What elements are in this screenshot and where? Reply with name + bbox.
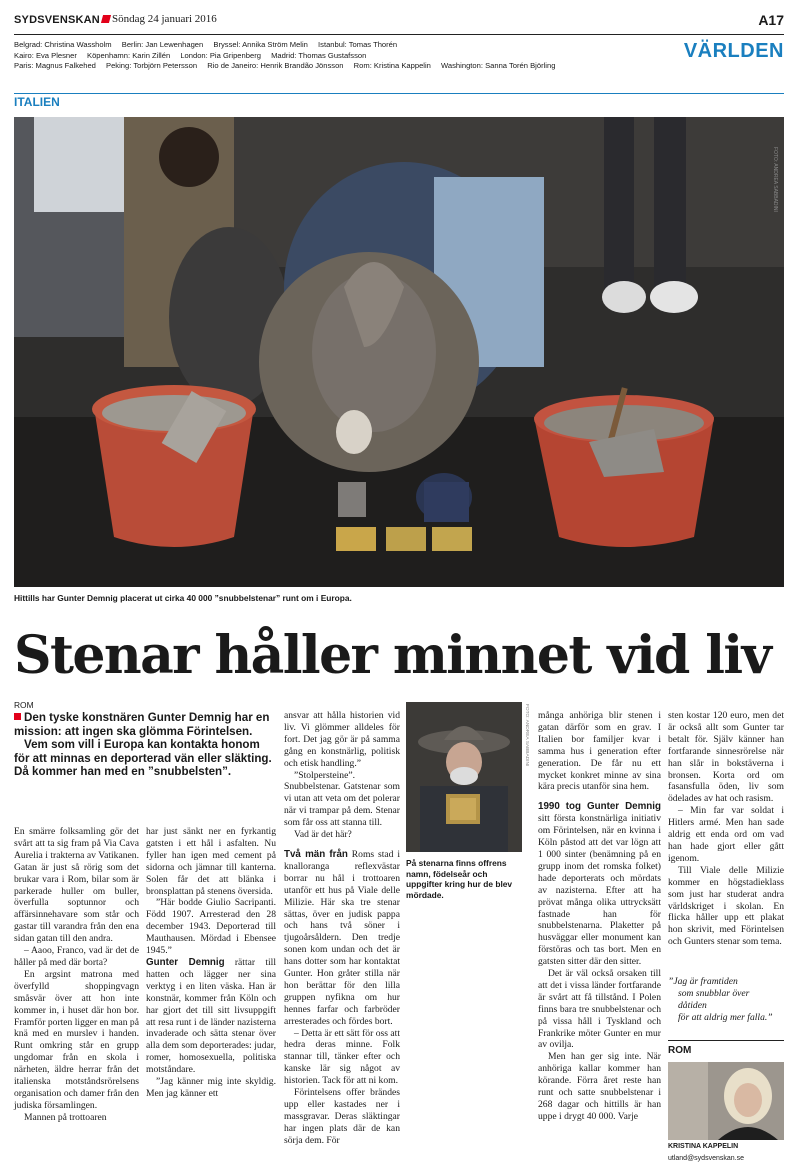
body-paragraph: Men han ger sig inte. När anhöriga kallar kommer han körande. Förra året reste han runt och satte snubbelstenar i 268 dagar och hittills är han uppe i drygt 40 000. Varje bbox=[538, 1051, 661, 1122]
body-paragraph bbox=[538, 801, 661, 968]
correspondent: Paris: Magnus Falkehed bbox=[14, 61, 96, 71]
body-paragraph: En argsint matrona med överfylld shoppingvagn småsvär över att hon inte kommer in, i huset där hon bor. Framför porten ligger en man på knä med en murslev i handen. Runt omkring står en grupp ungdomar från en skola i närheten, äldre herrar från det italienska motståndsrörelsens organisation och damer från den judiska församlingen. bbox=[14, 968, 139, 1111]
correspondent: Belgrad: Christina Wassholm bbox=[14, 40, 112, 49]
article-column-2 bbox=[146, 826, 276, 1100]
correspondent: Madrid: Thomas Gustafsson bbox=[271, 50, 367, 60]
body-paragraph: sten kostar 120 euro, men det är också allt som Gunter tar betalt för. Själv känner han fortfarande sinnesrörelse när han slår in bokstäverna i bronsen. Korta ord om fasansfulla öden, liv som ödelades av hat och rasism. bbox=[668, 710, 784, 805]
ingress-text: Den tyske konstnären Gunter Demnig har en mission: att ingen ska glömma Förintelsen. bbox=[14, 711, 270, 738]
correspondent: London: Pia Gripenberg bbox=[180, 50, 261, 60]
header-divider bbox=[14, 34, 784, 35]
body-paragraph: Vad är det här? bbox=[294, 829, 352, 841]
pull-quote-line: för att aldrig mer falla.” bbox=[678, 1011, 773, 1023]
ingress-paragraph: Vem som vill i Europa kan kontakta honom för att minnas en deporterad vän eller släkting. Då kommer han med en ”snubbelsten”. bbox=[14, 738, 272, 779]
body-paragraph: – Aaoo, Franco, vad är det de håller på med där borta? bbox=[14, 945, 139, 968]
section-title[interactable]: VÄRLDEN bbox=[683, 40, 784, 62]
body-paragraph: ”Här bodde Giulio Sacripanti. Född 1907. Arresterad den 28 december 1943. Deporterad till Mauthausen. Mördad i Ebensee 1945.” bbox=[146, 897, 276, 957]
page-number: A17 bbox=[758, 12, 784, 28]
inset-photo-caption: På stenarna finns offrens namn, födelseår och uppgifter kring hur de blev mördade. bbox=[406, 858, 513, 900]
byline-divider bbox=[668, 1040, 784, 1041]
paragraph-lead: Två män från bbox=[284, 848, 348, 860]
brand-logo[interactable] bbox=[14, 14, 110, 26]
byline-avatar bbox=[668, 1062, 784, 1140]
article-column-3 bbox=[284, 710, 400, 1147]
correspondent: Rio de Janeiro: Henrik Brandão Jönsson bbox=[207, 61, 344, 71]
correspondents-row bbox=[14, 40, 574, 51]
byline-location: ROM bbox=[668, 1045, 692, 1056]
correspondent: Peking: Torbjörn Petersson bbox=[106, 61, 198, 71]
inset-photo[interactable] bbox=[406, 702, 522, 852]
correspondent: Istanbul: Tomas Thorén bbox=[318, 40, 398, 49]
correspondent: Bryssel: Annika Ström Melin bbox=[213, 40, 308, 49]
pull-quote-line: dåtiden bbox=[678, 999, 707, 1011]
body-paragraph bbox=[146, 957, 276, 1076]
paragraph-text: rättar till hatten och lägger ner sina verktyg i en liten väska. Han är konstnär, kommer från Köln och har gjort det till sitt livsuppgift att resa runt i de länder nazisterna invaderade och sätta stenar över alla dem som deporterades: judar, romer, homosexuella, politiska motståndare. bbox=[146, 956, 276, 1076]
bullet-square-icon bbox=[14, 713, 21, 720]
ingress-paragraph bbox=[14, 711, 276, 738]
paragraph-lead: Gunter Demnig bbox=[146, 956, 225, 968]
photo-caption: Hittills har Gunter Demnig placerat ut cirka 40 000 ”snubbelstenar” runt om i Europa. bbox=[14, 593, 352, 603]
article-column-4 bbox=[538, 710, 661, 1123]
body-paragraph bbox=[284, 849, 400, 1028]
pull-quote-line: som snubblar över bbox=[678, 987, 750, 999]
paragraph-text: Roms stad i knalloranga reflexvästar borrar nu hål i trottoaren utanför ett hus på Viale delle Milizie. Här ska tre stenar sättas, över en judisk pappa och hans två söner i tjugoårsåldern. Den tredje sonen kom undan och det är hans dotter som har kontaktat Gunter. Hon gråter stilla när hon berättar för den lilla gruppen nyfikna om hur hennes farfar och farbröder arresterades och fördes bort. bbox=[284, 848, 400, 1027]
inset-photo-credit: FOTO: ANDREA SABBADINI bbox=[524, 704, 529, 767]
body-paragraph: – Min far var soldat i Hitlers armé. Men han sade aldrig ett enda ord om vad han hade gjort eller gått igenom. bbox=[668, 805, 784, 864]
correspondent: Berlin: Jan Lewenhagen bbox=[121, 40, 204, 49]
brand-flag-icon bbox=[101, 15, 111, 23]
correspondent: Köpenhamn: Karin Zillén bbox=[87, 50, 171, 60]
pull-quote-line: ”Jag är framtiden bbox=[668, 976, 738, 987]
article-column-1 bbox=[14, 826, 139, 1124]
dateline: ROM bbox=[14, 700, 34, 710]
body-paragraph: Det är väl också orsaken till att det i vissa länder fortfarande är svårt att få tillstånd. I Polen finns bara tre snubbelstenar och på vissa håll i Tyskland och Frankrike möter Gunter en mur av ovilja. bbox=[538, 968, 661, 1051]
body-paragraph: Till Viale delle Milizie kommer en högstadieklass som just har studerat andra världskriget i skolan. En flicka håller upp ett plakat hon skrivit, med Förintelsen och Gunters stenar som tema. bbox=[668, 864, 784, 948]
photo-credit: FOTO: ANDREA SABBADINI bbox=[772, 147, 778, 212]
body-paragraph: ”Stolpersteine”. Snubbelstenar. Gatstenar som vi utan att veta om det polerar när vi trampar på dem. Stenar som får oss att stanna till. bbox=[284, 769, 400, 829]
body-paragraph: ansvar att hålla historien vid liv. Vi glömmer alldeles för fort. Det jag gör är på samma gång en konstnärlig, politisk och etisk handling.” bbox=[284, 710, 400, 769]
author-name: KRISTINA KAPPELIN bbox=[668, 1143, 739, 1150]
masthead bbox=[14, 12, 784, 34]
brand-name: SYDSVENSKAN bbox=[14, 14, 100, 26]
correspondent: Rom: Kristina Kappelin bbox=[353, 61, 431, 71]
main-photo[interactable] bbox=[14, 117, 784, 587]
correspondents-list bbox=[14, 40, 574, 72]
paragraph-text: sitt första konstnärliga initiativ om Förintelsen, när en kvinna i Köln påstod att det var lögn att 1 000 sinter (benämning på en grupp inom det romska folket) hade deporterats och mördats av nazisterna. Efter att ha prövat många olika uttrycksätt fastnade han för snubbelstenarna. Plaketter på husväggar eller monument kan förstöras och tas bort. Men en gatsten sitter där den sitter. bbox=[538, 813, 661, 968]
correspondents-row bbox=[14, 51, 574, 62]
article-headline: Stenar håller minnet vid liv bbox=[14, 625, 771, 686]
correspondent: Washington: Sanna Torén Björling bbox=[441, 61, 556, 71]
issue-date: Söndag 24 januari 2016 bbox=[112, 13, 217, 25]
body-paragraph: Förintelsens offer brändes upp eller kastades ner i massgravar. Deras släktingar har ingen plats där de kan sörja dem. För bbox=[284, 1087, 400, 1146]
author-portrait-illustration bbox=[668, 1062, 784, 1140]
main-photo-illustration bbox=[14, 117, 784, 587]
article-kicker: ITALIEN bbox=[14, 95, 60, 109]
correspondents-row bbox=[14, 61, 574, 72]
body-paragraph: ”Jag känner mig inte skyldig. Men jag känner ett bbox=[146, 1076, 276, 1099]
body-paragraph: många anhöriga blir stenen i gatan därför som en grav. I Italien bor familjer kvar i samma hus i generation efter generation. De får nu ett mycket konkret minne av sina kära precis utanför sina hem. bbox=[538, 710, 661, 793]
body-paragraph: Mannen på trottoaren bbox=[24, 1111, 107, 1123]
article-column-5 bbox=[668, 710, 784, 948]
kicker-rule bbox=[14, 93, 784, 94]
body-paragraph: En smärre folksamling gör det svårt att ta sig fram på Via Cava Aurelia i trakterna av Vatikanen. Gatan är just så rörig som det brukar vara i Rom, bilar som är parkerade huller om buller, överfulla soptunnor och affärsinnehavare som står och gastar till varandra från den ena sidan gatan till den andra. bbox=[14, 826, 139, 945]
pull-quote bbox=[668, 976, 784, 1024]
article-ingress bbox=[14, 711, 276, 779]
paragraph-lead: 1990 tog Gunter Demnig bbox=[538, 801, 661, 813]
author-email-link[interactable]: utland@sydsvenskan.se bbox=[668, 1155, 744, 1162]
body-paragraph: har just sänkt ner en fyrkantig gatsten i ett hål i asfalten. Nu fyller han igen med cement på sidorna och jämnar till kanterna. Solen får det att blänka i bronsplattan på stenens översida. bbox=[146, 826, 276, 897]
inset-photo-illustration bbox=[406, 702, 522, 852]
correspondent: Kairo: Eva Plesner bbox=[14, 50, 77, 60]
body-paragraph: – Detta är ett sätt för oss att hedra deras minne. Folk stannar till, tänker efter och kanske lär sig något av historien. Tack för att ni kom. bbox=[284, 1027, 400, 1087]
